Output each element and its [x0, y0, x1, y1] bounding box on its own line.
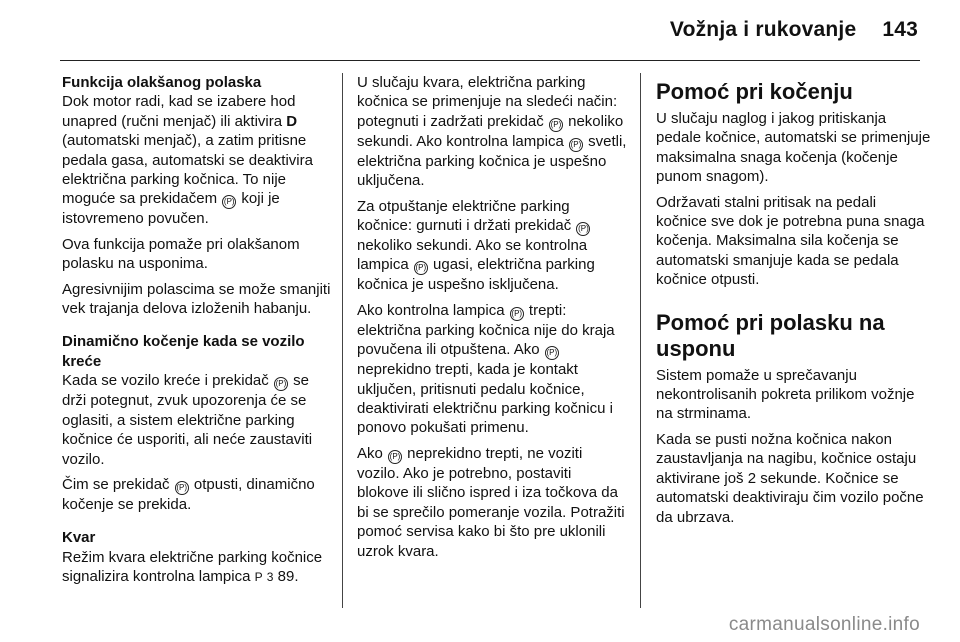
- section-title: Pomoć pri polasku na usponu: [656, 309, 885, 361]
- paragraph: Kada se pusti nožna kočnica nakon zaustavljanja na nagibu, kočnice ostaju aktivirane još 2 sekunde. Kočnice se automatski deaktiviraju čim vozilo počne da ubrzava.: [656, 430, 924, 526]
- paragraph: Čim se prekidač (P) otpusti, dinamično kočenje se prekida.: [62, 475, 315, 513]
- paragraph: Dok motor radi, kad se izabere hod unapred (ručni menjač) ili aktivira D (automatski menjač), a zatim pritisne pedala gasa, automatski se deaktivira električna parking kočnica. To nije moguće sa prekidačem (P) koji je istovremeno povučen.: [62, 93, 313, 228]
- header-rule: [60, 60, 920, 61]
- column-divider: [640, 73, 641, 608]
- page-reference-icon: 3: [266, 570, 274, 585]
- parking-brake-lamp-icon: (P): [569, 138, 583, 152]
- column-2: [357, 73, 627, 567]
- parking-brake-switch-icon: (P): [576, 222, 590, 236]
- paragraph: Ova funkcija pomaže pri olakšanom polasku na usponima.: [62, 235, 300, 273]
- parking-brake-switch-icon: (P): [274, 377, 288, 391]
- watermark: carmanualsonline.info: [728, 614, 920, 635]
- paragraph: Održavati stalni pritisak na pedali kočnice sve dok je potrebna puna snaga kočenja. Maksimalna sila kočenja se automatski smanjuje kada se pedala kočnice otpusti.: [656, 193, 925, 289]
- column-1: [62, 73, 332, 594]
- parking-brake-switch-icon: (P): [549, 118, 563, 132]
- parking-brake-lamp-icon: (P): [510, 307, 524, 321]
- parking-brake-lamp-icon: (P): [545, 346, 559, 360]
- paragraph: U slučaju naglog i jakog pritiskanja pedale kočnice, automatski se primenjuje maksimalna snaga kočenja (kočenje punom snagom).: [656, 110, 931, 186]
- parking-brake-lamp-icon: (P): [388, 450, 402, 464]
- parking-brake-lamp-icon: (P): [414, 261, 428, 275]
- paragraph: Ako (P) neprekidno trepti, ne voziti vozilo. Ako je potrebno, postaviti blokove ili slično ispred i iza točkova da bi se sprečilo pomeranje vozila. Potražiti pomoć servisa kako bi što pre uklonili uzrok kvara.: [357, 444, 625, 560]
- paragraph: Režim kvara električne parking kočnice signalizira kontrolna lampica P 3 89.: [62, 548, 323, 586]
- section-heading: Kvar: [62, 529, 96, 547]
- paragraph: Kada se vozilo kreće i prekidač (P) se drži potegnut, zvuk upozorenja će se oglasiti, a sistem električne parking kočnice će usporiti, ali neće zaustaviti vozilo.: [62, 372, 313, 468]
- section-title: Pomoć pri kočenju: [656, 79, 853, 104]
- parking-brake-switch-icon: (P): [175, 481, 189, 495]
- warning-lamp-icon: P: [254, 570, 263, 585]
- paragraph: Za otpuštanje električne parking kočnice: gurnuti i držati prekidač (P) nekoliko sekundi. Ako se kontrolna lampica (P) ugasi, električna parking kočnica je uspešno isključena.: [357, 197, 595, 294]
- section-heading: Dinamično kočenje kada se vozilo kreće: [62, 333, 305, 370]
- paragraph: Agresivnijim polascima se može smanjiti vek trajanja delova izloženih habanju.: [62, 280, 331, 318]
- column-3: [656, 73, 931, 533]
- column-divider: [342, 73, 343, 608]
- running-header: [670, 18, 918, 42]
- paragraph: Sistem pomaže u sprečavanju nekontrolisanih pokreta prilikom vožnje na strminama.: [656, 366, 915, 423]
- section-heading: Funkcija olakšanog polaska: [62, 74, 262, 91]
- chapter-title: Vožnja i rukovanje: [669, 18, 857, 41]
- paragraph: U slučaju kvara, električna parking kočnica se primenjuje na sledeći način: potegnuti i zadržati prekidač (P) nekoliko sekundi. Ako kontrolna lampica (P) svetli, električna parking kočnica je uspešno uključena.: [357, 74, 627, 190]
- page-number: 143: [882, 18, 918, 41]
- paragraph: Ako kontrolna lampica (P) trepti: električna parking kočnica nije do kraja povučena ili otpuštena. Ako (P) neprekidno trepti, kada je kontakt uključen, pritisnuti pedalu kočnice, deaktivirati električnu parking kočnicu i ponovo pokušati primenu.: [357, 301, 615, 437]
- parking-brake-switch-icon: (P): [222, 195, 236, 209]
